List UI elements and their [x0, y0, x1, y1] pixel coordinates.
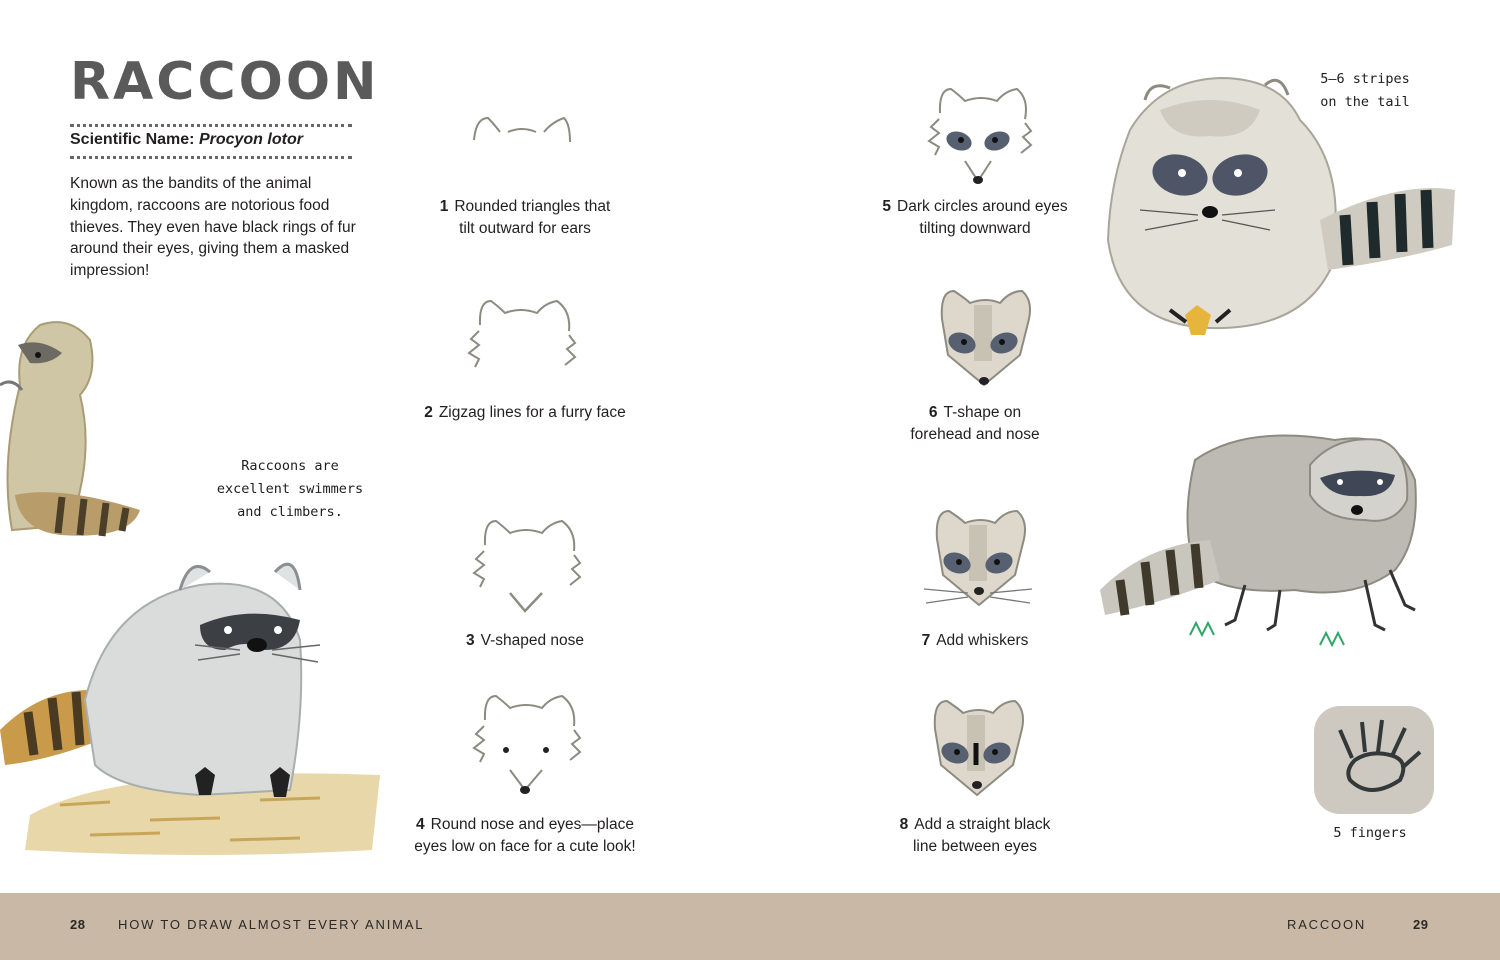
step-number: 3: [465, 632, 475, 649]
step-1-drawing: [470, 110, 575, 150]
step-number: 4: [416, 816, 425, 833]
step-2-caption: [395, 402, 655, 424]
step-8-drawing: [920, 695, 1030, 800]
step-3-drawing: [470, 515, 580, 615]
step-text: line between eyes: [912, 838, 1038, 855]
step-text: V-shaped nose: [480, 632, 585, 649]
step-2-drawing: [465, 295, 580, 375]
right-page-number: 29: [1413, 917, 1429, 932]
scientific-name: [70, 131, 303, 149]
step-text: Zigzag lines for a furry face: [438, 404, 626, 421]
step-5-drawing: [925, 85, 1030, 190]
step-text: Round nose and eyes—place: [430, 816, 634, 833]
step-text: tilting downward: [919, 220, 1031, 237]
step-5-caption: [845, 196, 1105, 240]
standing-raccoon-illustration: [0, 315, 150, 545]
left-page-number: 28: [70, 917, 86, 932]
step-text: forehead and nose: [910, 426, 1040, 443]
note-swimmers-line: and climbers.: [237, 504, 343, 520]
step-4-caption: [395, 814, 655, 858]
sitting-raccoon-illustration: [1100, 70, 1460, 350]
walking-raccoon-illustration: [0, 550, 390, 860]
book-title: HOW TO DRAW ALMOST EVERY ANIMAL: [118, 917, 425, 932]
page-footer: [0, 893, 1500, 960]
step-3-caption: [395, 630, 655, 652]
scientific-name-value: Procyon lotor: [198, 131, 303, 148]
step-6-drawing: [930, 285, 1035, 390]
step-text: Add whiskers: [936, 632, 1029, 649]
step-text: Dark circles around eyes: [897, 198, 1068, 215]
note-swimmers-line: excellent swimmers: [216, 481, 364, 497]
intro-paragraph: Known as the bandits of the animal kingdom, raccoons are notorious food thieves. They even have black rings of fur around their eyes, giving them a masked impression!: [70, 175, 356, 280]
step-number: 8: [899, 816, 909, 833]
step-number: 5: [882, 198, 892, 215]
note-stripes-line: on the tail: [1320, 94, 1410, 110]
step-number: 6: [928, 404, 938, 421]
step-8-caption: [845, 814, 1105, 858]
step-text: tilt outward for ears: [459, 220, 591, 237]
paw-print-illustration: [1310, 700, 1440, 820]
step-number: 1: [439, 198, 449, 215]
chapter-title: RACCOON: [1287, 917, 1367, 932]
step-7-drawing: [920, 505, 1035, 615]
note-stripes-line: 5–6 stripes: [1320, 71, 1410, 87]
step-text: Rounded triangles that: [454, 198, 611, 215]
dotted-divider-bottom: [70, 156, 352, 159]
dotted-divider-top: [70, 124, 352, 127]
note-swimmers: [210, 455, 370, 524]
step-text: Add a straight black: [914, 816, 1051, 833]
page-title: RACCOON: [70, 52, 380, 112]
scientific-name-label: Scientific Name:: [70, 131, 195, 148]
step-1-caption: [395, 196, 655, 240]
step-4-drawing: [470, 690, 580, 800]
step-text: eyes low on face for a cute look!: [414, 838, 636, 855]
standing-raccoon-side-illustration: [1095, 420, 1435, 650]
step-text: T-shape on: [943, 404, 1022, 421]
step-number: 2: [424, 404, 433, 421]
step-6-caption: [845, 402, 1105, 446]
note-fingers: 5 fingers: [1333, 825, 1407, 841]
note-swimmers-line: Raccoons are: [241, 458, 339, 474]
step-number: 7: [921, 632, 931, 649]
step-7-caption: [845, 630, 1105, 652]
